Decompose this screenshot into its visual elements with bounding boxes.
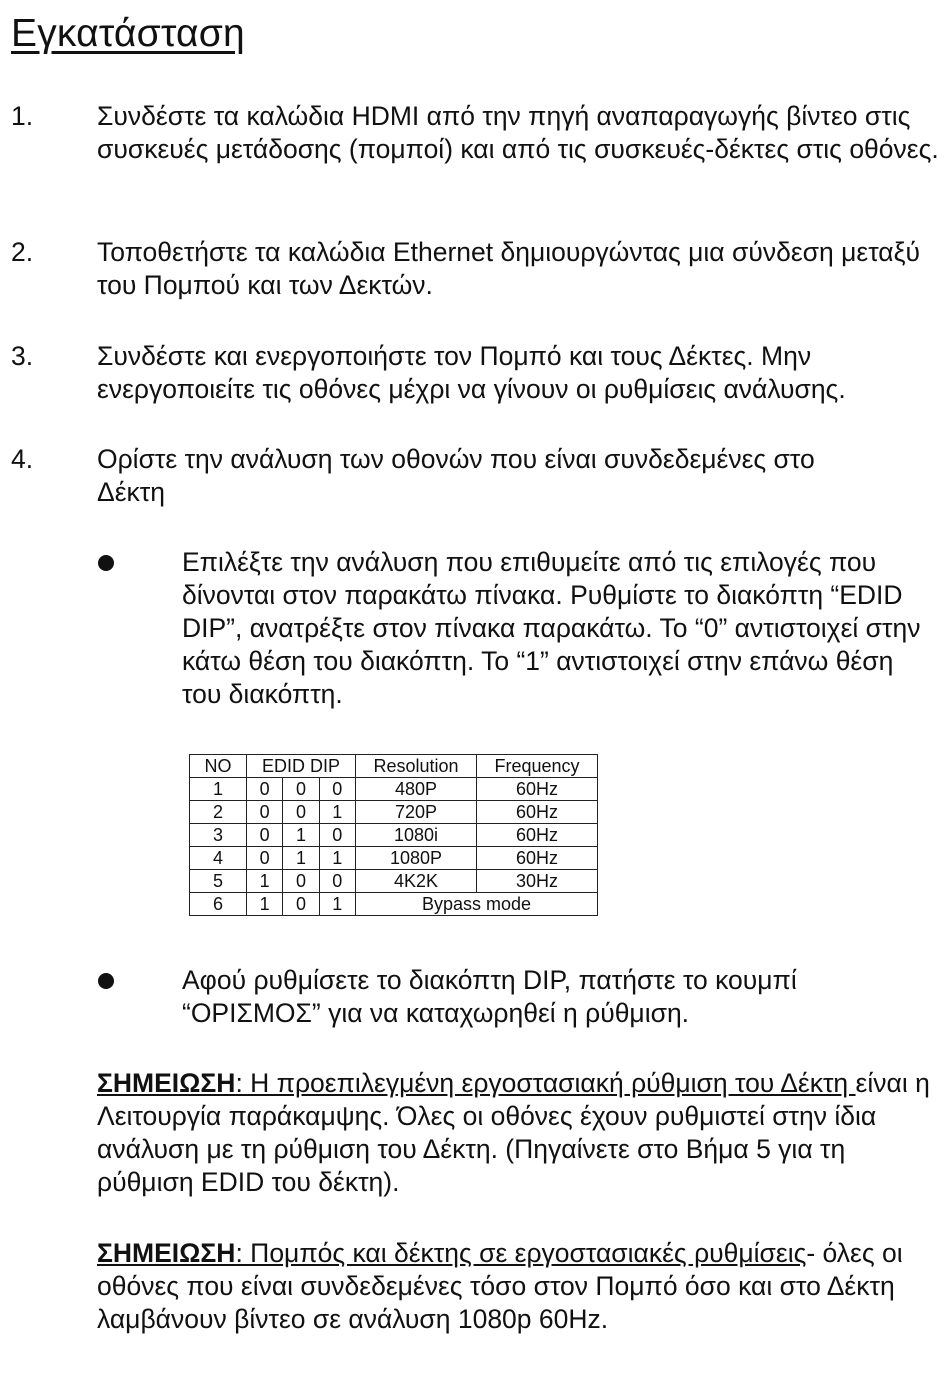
cell-no: 6 [190,893,247,916]
header-resolution: Resolution [356,755,477,778]
step-text: Ορίστε την ανάλυση των οθονών που είναι συνδεδεμένες στο Δέκτη [97,444,815,507]
note-underlined-text: : Η προεπιλεγμένη εργοστασιακή ρύθμιση του Δέκτη [235,1068,856,1098]
note-text: - όλες οι οθόνες που είναι συνδεδεμένες τόσο στον Πομπό όσο και στο Δέκτη λαμβάνουν βίντεο σε ανάλυση 1080p 60Hz. [97,1238,903,1334]
note-label: ΣΗΜΕΙΩΣΗ [97,1068,236,1098]
cell-dip-3: 0 [319,778,355,801]
table-row [190,824,598,847]
cell-no: 4 [190,847,247,870]
bullet-text: Αφού ρυθμίσετε το διακόπτη DIP, πατήστε το κουμπί “ΟΡΙΣΜΟΣ” για να καταχωρηθεί η ρύθμιση. [182,965,797,1028]
step-4 [11,443,941,509]
cell-no: 3 [190,824,247,847]
page-title: Εγκατάσταση [11,12,245,55]
step-number: 3. [11,341,34,371]
table-row [190,870,598,893]
cell-dip-1: 0 [247,778,283,801]
bullet-icon [98,973,114,989]
cell-resolution: 720P [356,801,477,824]
cell-dip-2: 1 [283,824,319,847]
note-label: ΣΗΜΕΙΩΣΗ [97,1238,236,1268]
step-text: Τοποθετήστε τα καλώδια Ethernet δημιουργώντας μια σύνδεση μεταξύ του Πομπού και των Δεκτών. [97,237,920,300]
cell-frequency: 60Hz [477,801,598,824]
table-row [190,847,598,870]
cell-dip-2: 0 [283,893,319,916]
cell-frequency: 60Hz [477,847,598,870]
note-text: είναι η Λειτουργία παράκαμψης. Όλες οι οθόνες έχουν ρυθμιστεί στην ίδια ανάλυση με τη ρύθμιση του Δέκτη. (Πηγαίνετε στο Βήμα 5 για τη ρύθμιση EDID του δέκτη). [97,1068,930,1197]
cell-dip-3: 1 [319,847,355,870]
header-no: NO [190,755,247,778]
step-3 [11,340,941,406]
cell-resolution: 1080P [356,847,477,870]
edid-dip-table [189,754,598,916]
cell-dip-1: 0 [247,801,283,824]
cell-dip-1: 1 [247,893,283,916]
cell-dip-2: 0 [283,801,319,824]
bullet-item [96,546,936,711]
cell-bypass-mode: Bypass mode [356,893,598,916]
cell-dip-3: 0 [319,870,355,893]
step-2 [11,236,941,302]
cell-no: 5 [190,870,247,893]
cell-dip-3: 0 [319,824,355,847]
table-row [190,801,598,824]
step-text: Συνδέστε τα καλώδια HDMI από την πηγή αναπαραγωγής βίντεο στις συσκευές μετάδοσης (πομποί) και από τις συσκευές-δέκτες στις οθόνες. [97,101,939,164]
step-number: 1. [11,101,34,131]
cell-no: 2 [190,801,247,824]
header-frequency: Frequency [477,755,598,778]
cell-dip-1: 0 [247,824,283,847]
cell-resolution: 4K2K [356,870,477,893]
step-text: Συνδέστε και ενεργοποιήστε τον Πομπό και τους Δέκτες. Μην ενεργοποιείτε τις οθόνες μέχρι να γίνουν οι ρυθμίσεις ανάλυσης. [97,341,846,404]
bullet-icon [98,555,114,571]
cell-frequency: 30Hz [477,870,598,893]
cell-dip-1: 0 [247,847,283,870]
cell-no: 1 [190,778,247,801]
note-2 [97,1237,942,1336]
table-row [190,893,598,916]
cell-dip-2: 1 [283,847,319,870]
step-1 [11,100,941,166]
note-underlined-text: : Πομπός και δέκτης σε εργοστασιακές ρυθμίσεις [235,1238,807,1268]
cell-resolution: 1080i [356,824,477,847]
cell-dip-3: 1 [319,801,355,824]
table-row [190,778,598,801]
cell-dip-1: 1 [247,870,283,893]
cell-dip-2: 0 [283,870,319,893]
cell-resolution: 480P [356,778,477,801]
note-1 [97,1067,942,1199]
cell-frequency: 60Hz [477,824,598,847]
bullet-text: Επιλέξτε την ανάλυση που επιθυμείτε από τις επιλογές που δίνονται στον παρακάτω πίνακα. Ρυθμίστε το διακόπτη “EDID DIP”, ανατρέξτε στον πίνακα παρακάτω. Το “0” αντιστοιχεί στην κάτω θέση του διακόπτη. Το “1” αντιστοιχεί στην επάνω θέση του διακόπτη. [182,547,921,709]
step-number: 2. [11,237,34,267]
cell-frequency: 60Hz [477,778,598,801]
cell-dip-2: 0 [283,778,319,801]
cell-dip-3: 1 [319,893,355,916]
header-edid-dip: EDID DIP [247,755,356,778]
bullet-item [96,964,936,1030]
step-number: 4. [11,444,34,474]
table-header-row [190,755,598,778]
